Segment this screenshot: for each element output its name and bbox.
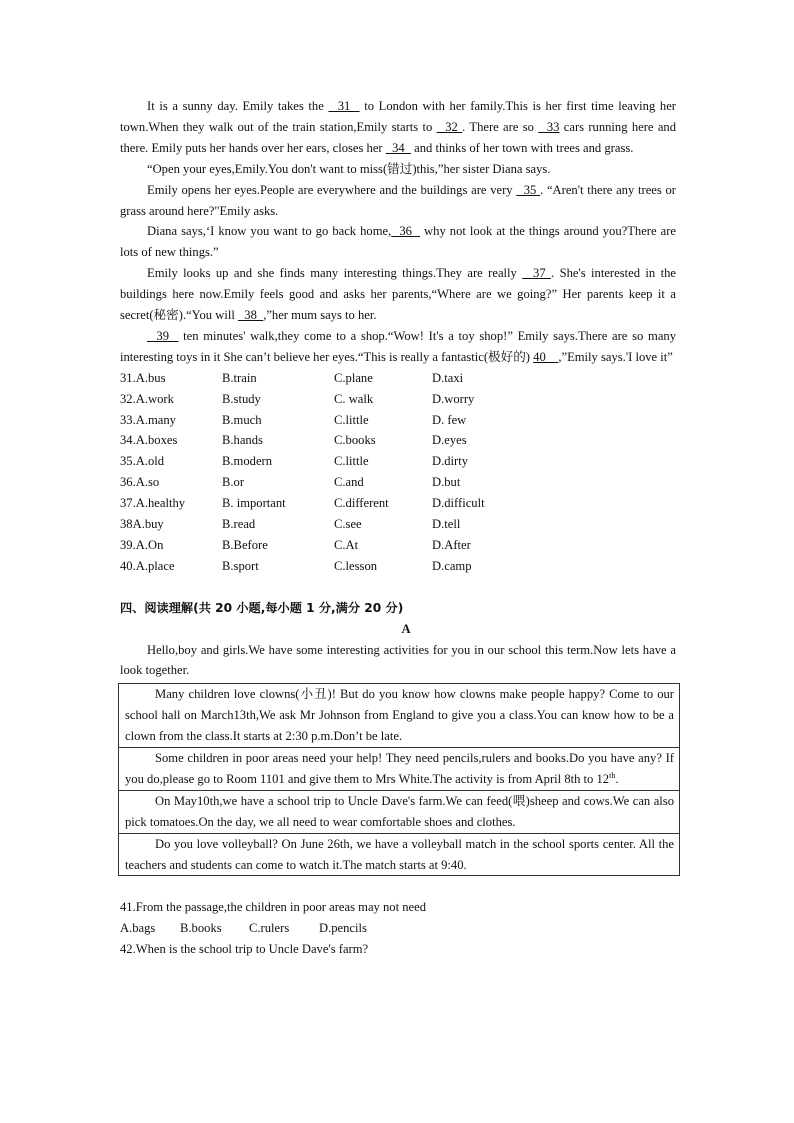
option-a: 32.A.work (120, 391, 174, 406)
option-d: D.worry (432, 391, 475, 406)
option-d: D.After (432, 537, 471, 552)
option-d: D. few (432, 412, 467, 427)
activity-cell (119, 748, 680, 791)
activity-text: Some children in poor areas need your help! They need pencils,rulers and books.Do you have any? If you do,please go to Room 1101 and give them to Mrs White.The activity is from April 8th to 12th. (125, 751, 674, 786)
option-c: C.see (334, 517, 362, 532)
option-row (120, 493, 676, 514)
question-41-options (120, 918, 676, 939)
option-b: B.books (180, 921, 222, 936)
option-a: 37.A.healthy (120, 496, 186, 511)
option-b: B.study (222, 391, 261, 406)
option-a: 33.A.many (120, 412, 176, 427)
activity-text: Many children love clowns(小丑)! But do you know how clowns make people happy? Come to our school hall on March13th,We ask Mr Johnson from England to give you a class.You can know how to be a clown from the class.It starts at 2:30 p.m.Don’t be late. (125, 687, 674, 744)
activity-cell (119, 684, 680, 748)
option-c: C.books (334, 433, 376, 448)
cloze-paragraph: “Open your eyes,Emily.You don't want to miss(错过)this,”her sister Diana says. (147, 161, 551, 176)
option-b: B.hands (222, 433, 263, 448)
option-row (120, 514, 676, 535)
option-d: D.dirty (432, 454, 469, 469)
option-row (120, 368, 676, 389)
option-a: 39.A.On (120, 537, 164, 552)
option-c: C.rulers (249, 921, 290, 936)
activity-text: Do you love volleyball? On June 26th, we have a volleyball match in the school sports center. All the teachers and students can come to watch it.The match starts at 9:40. (125, 836, 674, 872)
option-a: 38A.buy (120, 517, 164, 532)
option-b: B.or (222, 475, 245, 490)
cloze-paragraph: Emily looks up and she finds many interesting things.They are really 37 . She's interested in the buildings here now.Emily feels good and asks her parents,“Where are we going?” Her parents keep it a secret(秘密).“You will 38 ,”her mum says to her. (120, 266, 676, 323)
option-d: D.tell (432, 517, 461, 532)
option-d: D.pencils (319, 921, 367, 936)
cloze-paragraph: Diana says,‘I know you want to go back home, 36 why not look at the things around you?There are lots of new things.” (120, 224, 676, 260)
option-row (120, 430, 676, 451)
option-a: 34.A.boxes (120, 433, 178, 448)
option-row (120, 410, 676, 431)
option-a: 40.A.place (120, 558, 175, 573)
option-d: D.camp (432, 558, 472, 573)
option-row (120, 556, 676, 577)
option-a: A.bags (120, 921, 156, 936)
option-d: D.taxi (432, 370, 464, 385)
passage-label: A (401, 621, 411, 636)
option-b: B.much (222, 412, 262, 427)
option-c: C.At (334, 537, 359, 552)
option-row (120, 451, 676, 472)
activity-text: On May10th,we have a school trip to Uncle Dave's farm.We can feed(喂)sheep and cows.We can also pick tomatoes.On the day, we all need to wear comfortable shoes and clothes. (125, 793, 674, 829)
activities-table (118, 683, 680, 876)
passage-intro: Hello,boy and girls.We have some interesting activities for you in our school this term.Now lets have a look together. (120, 642, 676, 678)
option-c: C.plane (334, 370, 373, 385)
option-b: B. important (222, 496, 286, 511)
exam-page (120, 96, 676, 960)
option-row (120, 472, 676, 493)
option-row (120, 389, 676, 410)
option-d: D.eyes (432, 433, 467, 448)
option-b: B.read (222, 517, 256, 532)
option-c: C.little (334, 412, 369, 427)
option-b: B.sport (222, 558, 259, 573)
option-a: 31.A.bus (120, 370, 166, 385)
section-title: 四、阅读理解(共 20 小题,每小题 1 分,满分 20 分) (120, 600, 404, 615)
option-a: 36.A.so (120, 475, 160, 490)
cloze-paragraph: Emily opens her eyes.People are everywhere and the buildings are very 35 . “Aren't there any trees or grass around here?"Emily asks. (120, 182, 676, 218)
cloze-options (120, 368, 676, 577)
option-b: B.modern (222, 454, 273, 469)
question-41: 41.From the passage,the children in poor areas may not need (120, 900, 427, 915)
option-b: B.train (222, 370, 257, 385)
option-b: B.Before (222, 537, 268, 552)
option-c: C.little (334, 454, 369, 469)
question-42: 42.When is the school trip to Uncle Dave's farm? (120, 942, 369, 957)
option-c: C.different (334, 496, 389, 511)
option-c: C.lesson (334, 558, 378, 573)
option-row (120, 535, 676, 556)
activity-cell (119, 790, 680, 833)
option-d: D.but (432, 475, 461, 490)
activity-cell (119, 833, 680, 876)
option-a: 35.A.old (120, 454, 165, 469)
cloze-paragraph: It is a sunny day. Emily takes the 31 to London with her family.This is her first time leaving her town.When they walk out of the train station,Emily starts to 32 . There are so 33 cars running here and there. Emily puts her hands over her ears, closes her 34 and thinks of her town with trees and grass. (120, 99, 676, 155)
cloze-paragraph: 39 ten minutes' walk,they come to a shop.“Wow! It's a toy shop!” Emily says.There are so many interesting toys in it She can’t believe her eyes.“This is really a fantastic(极好的) 40 ,”Emily says.'I love it” (120, 328, 677, 364)
option-d: D.difficult (432, 496, 485, 511)
option-c: C. walk (334, 391, 374, 406)
cloze-passage (120, 96, 676, 368)
option-c: C.and (334, 475, 364, 490)
